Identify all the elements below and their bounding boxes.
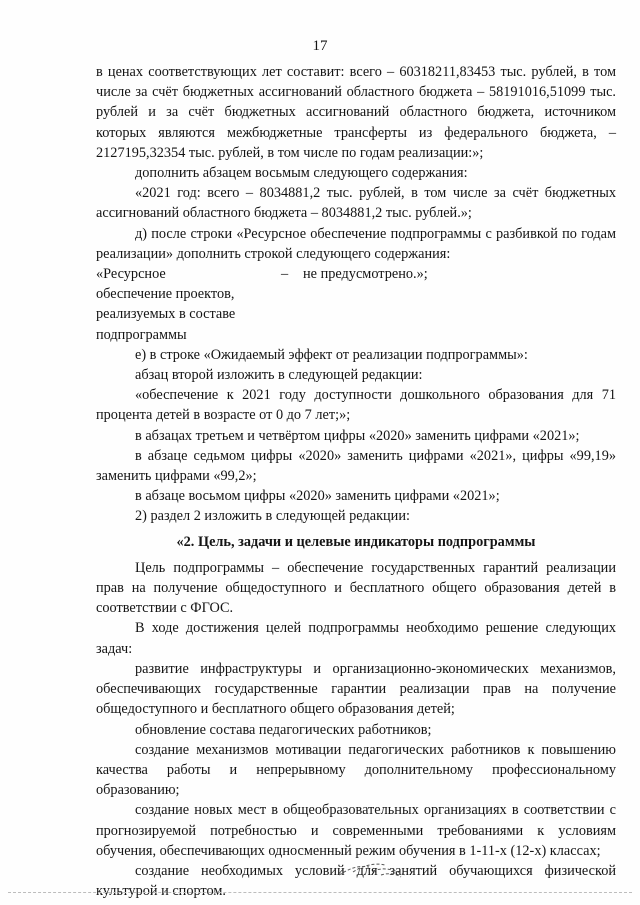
paragraph: дополнить абзацем восьмым следующего содержания: bbox=[135, 165, 468, 182]
resource-row-dash: – bbox=[281, 266, 289, 283]
paragraph: д) после строки «Ресурсное обеспечение подпрограммы с разбивкой по годам реализации» дополнить строкой следующего содержания: bbox=[96, 225, 616, 262]
paragraph: 2) раздел 2 изложить в следующей редакции: bbox=[135, 508, 410, 525]
paragraph: создание новых мест в общеобразовательных организациях в соответствии с прогнозируемой потребностью и современными требованиями к условиям обучения, обеспечивающих односменный режим обучения в 1-11-х (12-х) классах; bbox=[96, 802, 616, 859]
paragraphs-mid bbox=[96, 345, 616, 527]
paragraph: создание необходимых условий для занятий обучающихся физической культурой и спортом. bbox=[96, 862, 616, 900]
paragraphs-bottom bbox=[96, 558, 616, 901]
paragraph: в ценах соответствующих лет составит: всего – 60318211,83453 тыс. рублей, в том числе за счёт бюджетных ассигнований областного бюджета – 58191016,51099 тыс. рублей и за счёт бюджетных ассигнований областного бюджета, источником которых являются межбюджетные трансферты из федерального бюджета, – 2127195,32354 тыс. рублей, в том числе по годам реализации:»; bbox=[96, 64, 616, 161]
resource-row-value: не предусмотрено.»; bbox=[303, 266, 428, 283]
paragraph: «2021 год: всего – 8034881,2 тыс. рублей, в том числе за счёт бюджетных ассигнований областного бюджета – 8034881,2 тыс. рублей.»; bbox=[96, 185, 616, 222]
signature-mark bbox=[335, 855, 415, 881]
paragraphs-top bbox=[96, 62, 616, 264]
paragraph: развитие инфраструктуры и организационно-экономических механизмов, обеспечивающих государственные гарантии реализации прав на получение общедоступного и бесплатного общего образования детей; bbox=[96, 660, 616, 718]
resource-row-label bbox=[96, 264, 281, 345]
section-heading: «2. Цель, задачи и целевые индикаторы подпрограммы bbox=[176, 533, 536, 550]
resource-row bbox=[96, 264, 616, 345]
paragraph: е) в строке «Ожидаемый эффект от реализации подпрограммы»: bbox=[135, 346, 528, 363]
page-bottom-edge bbox=[8, 892, 632, 893]
document-body bbox=[96, 62, 616, 901]
paragraph: Цель подпрограммы – обеспечение государственных гарантий реализации прав на получение общедоступного и бесплатного общего образования детей в соответствии с ФГОС. bbox=[96, 559, 616, 617]
paragraph: абзац второй изложить в следующей редакции: bbox=[135, 367, 423, 384]
paragraph: в абзацах третьем и четвёртом цифры «2020» заменить цифрами «2021»; bbox=[135, 427, 580, 444]
paragraph: обновление состава педагогических работников; bbox=[135, 721, 432, 738]
paragraph: в абзаце восьмом цифры «2020» заменить цифрами «2021»; bbox=[135, 488, 500, 505]
paragraph: создание механизмов мотивации педагогических работников к повышению качества работы и непрерывному дополнительному профессиональному образованию; bbox=[96, 741, 616, 799]
page-number: 17 bbox=[312, 38, 328, 54]
resource-label-line: обеспечение проектов, bbox=[96, 286, 235, 303]
resource-label-line: «Ресурсное bbox=[96, 266, 166, 283]
resource-label-line: подпрограммы bbox=[96, 326, 187, 343]
resource-label-line: реализуемых в составе bbox=[96, 306, 236, 323]
paragraph: «обеспечение к 2021 году доступности дошкольного образования для 71 процента детей в возрасте от 0 до 7 лет;»; bbox=[96, 387, 616, 424]
paragraph: В ходе достижения целей подпрограммы необходимо решение следующих задач: bbox=[96, 620, 616, 657]
paragraph: в абзаце седьмом цифры «2020» заменить цифрами «2021», цифры «99,19» заменить цифрами «99,2»; bbox=[96, 447, 616, 485]
